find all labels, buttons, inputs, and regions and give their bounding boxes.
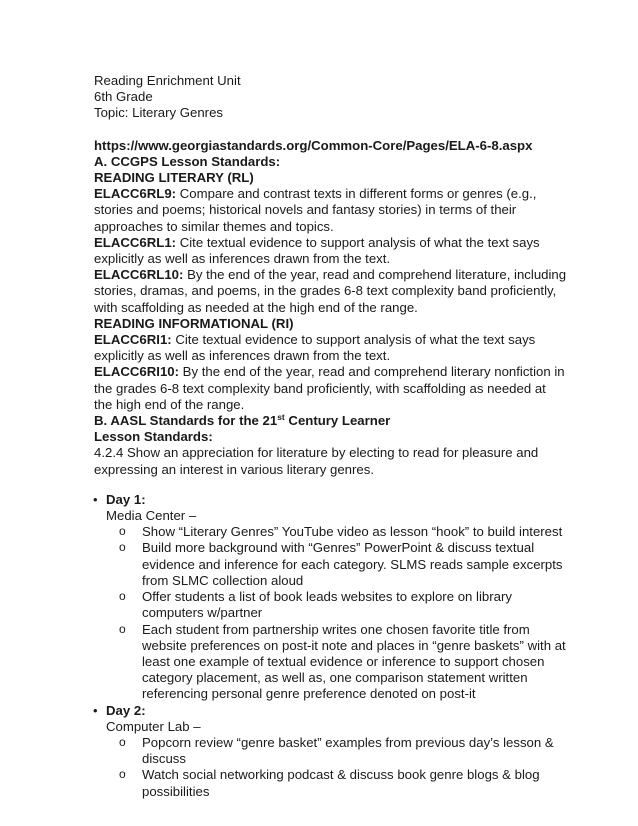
section-a-heading: A. CCGPS Lesson Standards: (94, 153, 281, 169)
standard-text: the grades 6-8 text complexity band proficiently, with scaffolding as needed at (94, 380, 546, 396)
task-item: o Offer students a list of book leads websites to explore on library computers w/partner (118, 589, 564, 621)
standard-rl9 (94, 186, 564, 235)
task-item: o Each student from partnership writes one chosen favorite title from website preferences on post-it note and places in “genre baskets” with at least one example of textual evidence or inference to support chosen category placement, as well as, one comparison statement written referencing personal genre preference denoted on post-it (118, 622, 564, 703)
topic-line: Topic: Literary Genres (94, 105, 223, 121)
standard-rl10 (94, 267, 567, 316)
task-item: o Show “Literary Genres” YouTube video as lesson “hook” to build interest (118, 524, 564, 540)
day-list (94, 492, 564, 800)
task-item: o Popcorn review “genre basket” examples from previous day’s lesson & discuss (118, 735, 564, 767)
day-2 (94, 703, 564, 800)
standard-code: ELACC6RI10: (94, 364, 180, 380)
reading-literary-heading: READING LITERARY (RL) (94, 170, 254, 186)
task-item: o Watch social networking podcast & discuss book genre blogs & blog possibilities (118, 767, 564, 799)
standard-rl1 (94, 235, 564, 267)
standard-text: stories and poems; historical novels and fantasy stories) in terms of their (94, 202, 517, 218)
task-list (106, 735, 564, 800)
standard-text: with scaffolding as needed at the high end of the range. (94, 299, 418, 315)
aasl-standard-text: 4.2.4 Show an appreciation for literature by electing to read for pleasure and (94, 445, 539, 461)
day-title: • Day 2: (106, 702, 146, 718)
standard-text: Cite textual evidence to support analysis of what the text says (171, 332, 536, 348)
day-1 (94, 492, 564, 703)
standard-code: ELACC6RL1: (94, 234, 177, 250)
grade-level: 6th Grade (94, 89, 153, 105)
standard-ri1 (94, 332, 564, 364)
standard-text: Compare and contrast texts in different forms or genres (e.g., (176, 186, 537, 202)
standard-text: stories, dramas, and poems, in the grades 6-8 text complexity band proficiently, (94, 283, 557, 299)
standard-text: Cite textual evidence to support analysis of what the text says (176, 234, 540, 250)
standard-text: approaches to similar themes and topics. (94, 218, 334, 234)
task-list (106, 524, 564, 702)
day-title: • Day 1: (106, 491, 146, 507)
standard-text: By the end of the year, read and comprehend literary nonfiction in (179, 364, 565, 380)
day-location: Media Center – (106, 508, 197, 524)
unit-title: Reading Enrichment Unit (94, 73, 241, 88)
section-b-heading: B. AASL Standards for the 21st Century Learner (94, 412, 391, 429)
document-body (94, 73, 567, 800)
reading-informational-heading: READING INFORMATIONAL (RI) (94, 315, 294, 331)
aasl-standard-text: expressing an interest in various literary genres. (94, 461, 375, 477)
standard-ri10 (94, 364, 564, 413)
lesson-standards-heading: Lesson Standards: (94, 429, 213, 445)
standard-text: the high end of the range. (94, 396, 245, 412)
standard-text: explicitly as well as inferences drawn from the text. (94, 251, 391, 267)
standard-code: ELACC6RL9: (94, 186, 177, 202)
standard-code: ELACC6RL10: (94, 267, 184, 283)
day-location: Computer Lab – (106, 718, 201, 734)
standard-text: By the end of the year, read and comprehend literature, including (183, 267, 567, 283)
standard-code: ELACC6RI1: (94, 332, 172, 348)
standards-url[interactable]: https://www.georgiastandards.org/Common-Core/Pages/ELA-6-8.aspx (94, 137, 533, 153)
task-item: o Build more background with “Genres” PowerPoint & discuss textual evidence and inference for each category. SLMS reads sample excerpts from SLMC collection aloud (118, 540, 564, 589)
standard-text: explicitly as well as inferences drawn from the text. (94, 348, 391, 364)
